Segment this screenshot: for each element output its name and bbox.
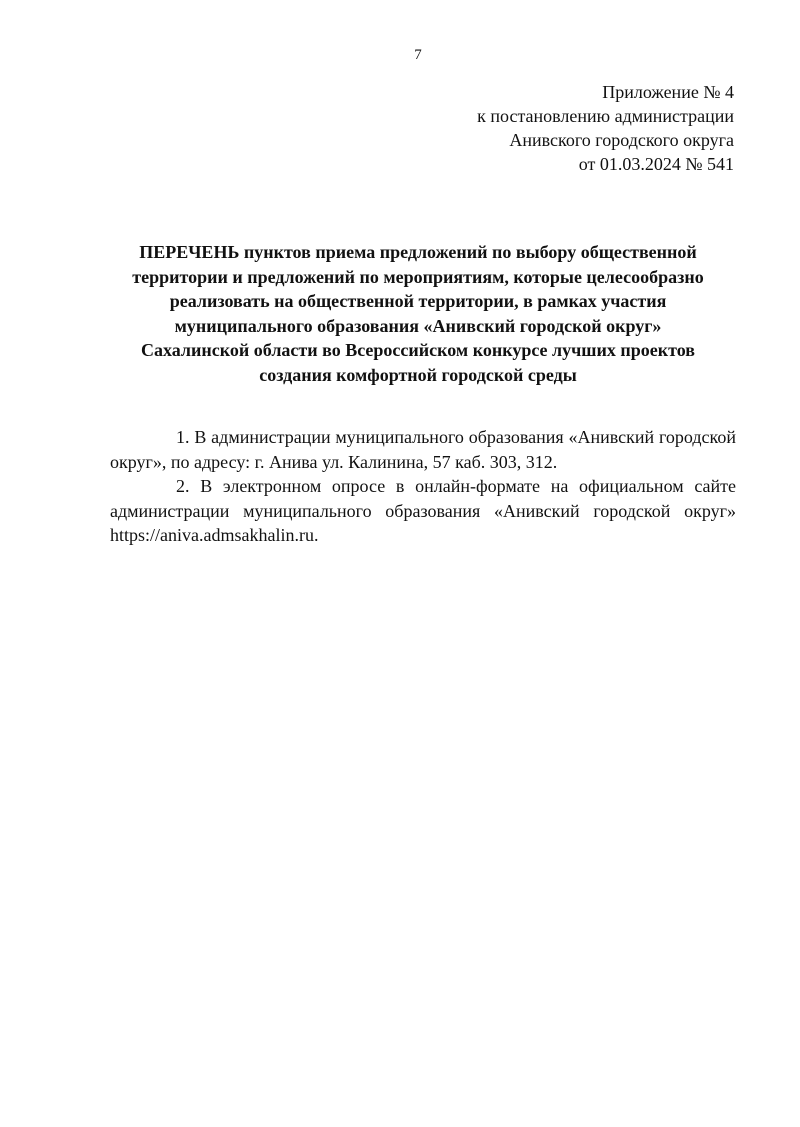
list-item-text: В электронном опросе в онлайн-формате на официальном сайте администрации муниципального образования «Анивский городской округ» https://aniva.admsakhalin.ru. (110, 476, 737, 545)
appendix-line-1: Приложение № 4 (602, 82, 734, 102)
appendix-header (477, 80, 734, 176)
document-title (0, 240, 800, 387)
page-number: 7 (414, 47, 422, 63)
title-line-5: Сахалинской области во Всероссийском конкурсе лучших проектов (141, 340, 695, 360)
title-line-1: ПЕРЕЧЕНЬ пунктов приема предложений по выбору общественной (139, 242, 697, 262)
list-item-number: 2. (176, 476, 190, 496)
title-line-4: муниципального образования «Анивский городской округ» (174, 315, 662, 336)
title-line-6: создания комфортной городской среды (259, 364, 577, 385)
appendix-line-3: Анивского городского округа (509, 130, 734, 150)
appendix-line-2: к постановлению администрации (477, 106, 734, 126)
list-item-text: В администрации муниципального образования «Анивский городской округ», по адресу: г. Анива ул. Калинина, 57 каб. 303, 312. (110, 427, 737, 472)
list-item-number: 1. (176, 427, 190, 447)
title-line-2: территории и предложений по мероприятиям, которые целесообразно (132, 266, 704, 287)
title-line-3: реализовать на общественной территории, в рамках участия (169, 291, 667, 311)
appendix-line-4: от 01.03.2024 № 541 (578, 154, 734, 174)
list-item (110, 425, 736, 474)
list-item (110, 474, 736, 548)
collection-points-list (110, 425, 736, 548)
